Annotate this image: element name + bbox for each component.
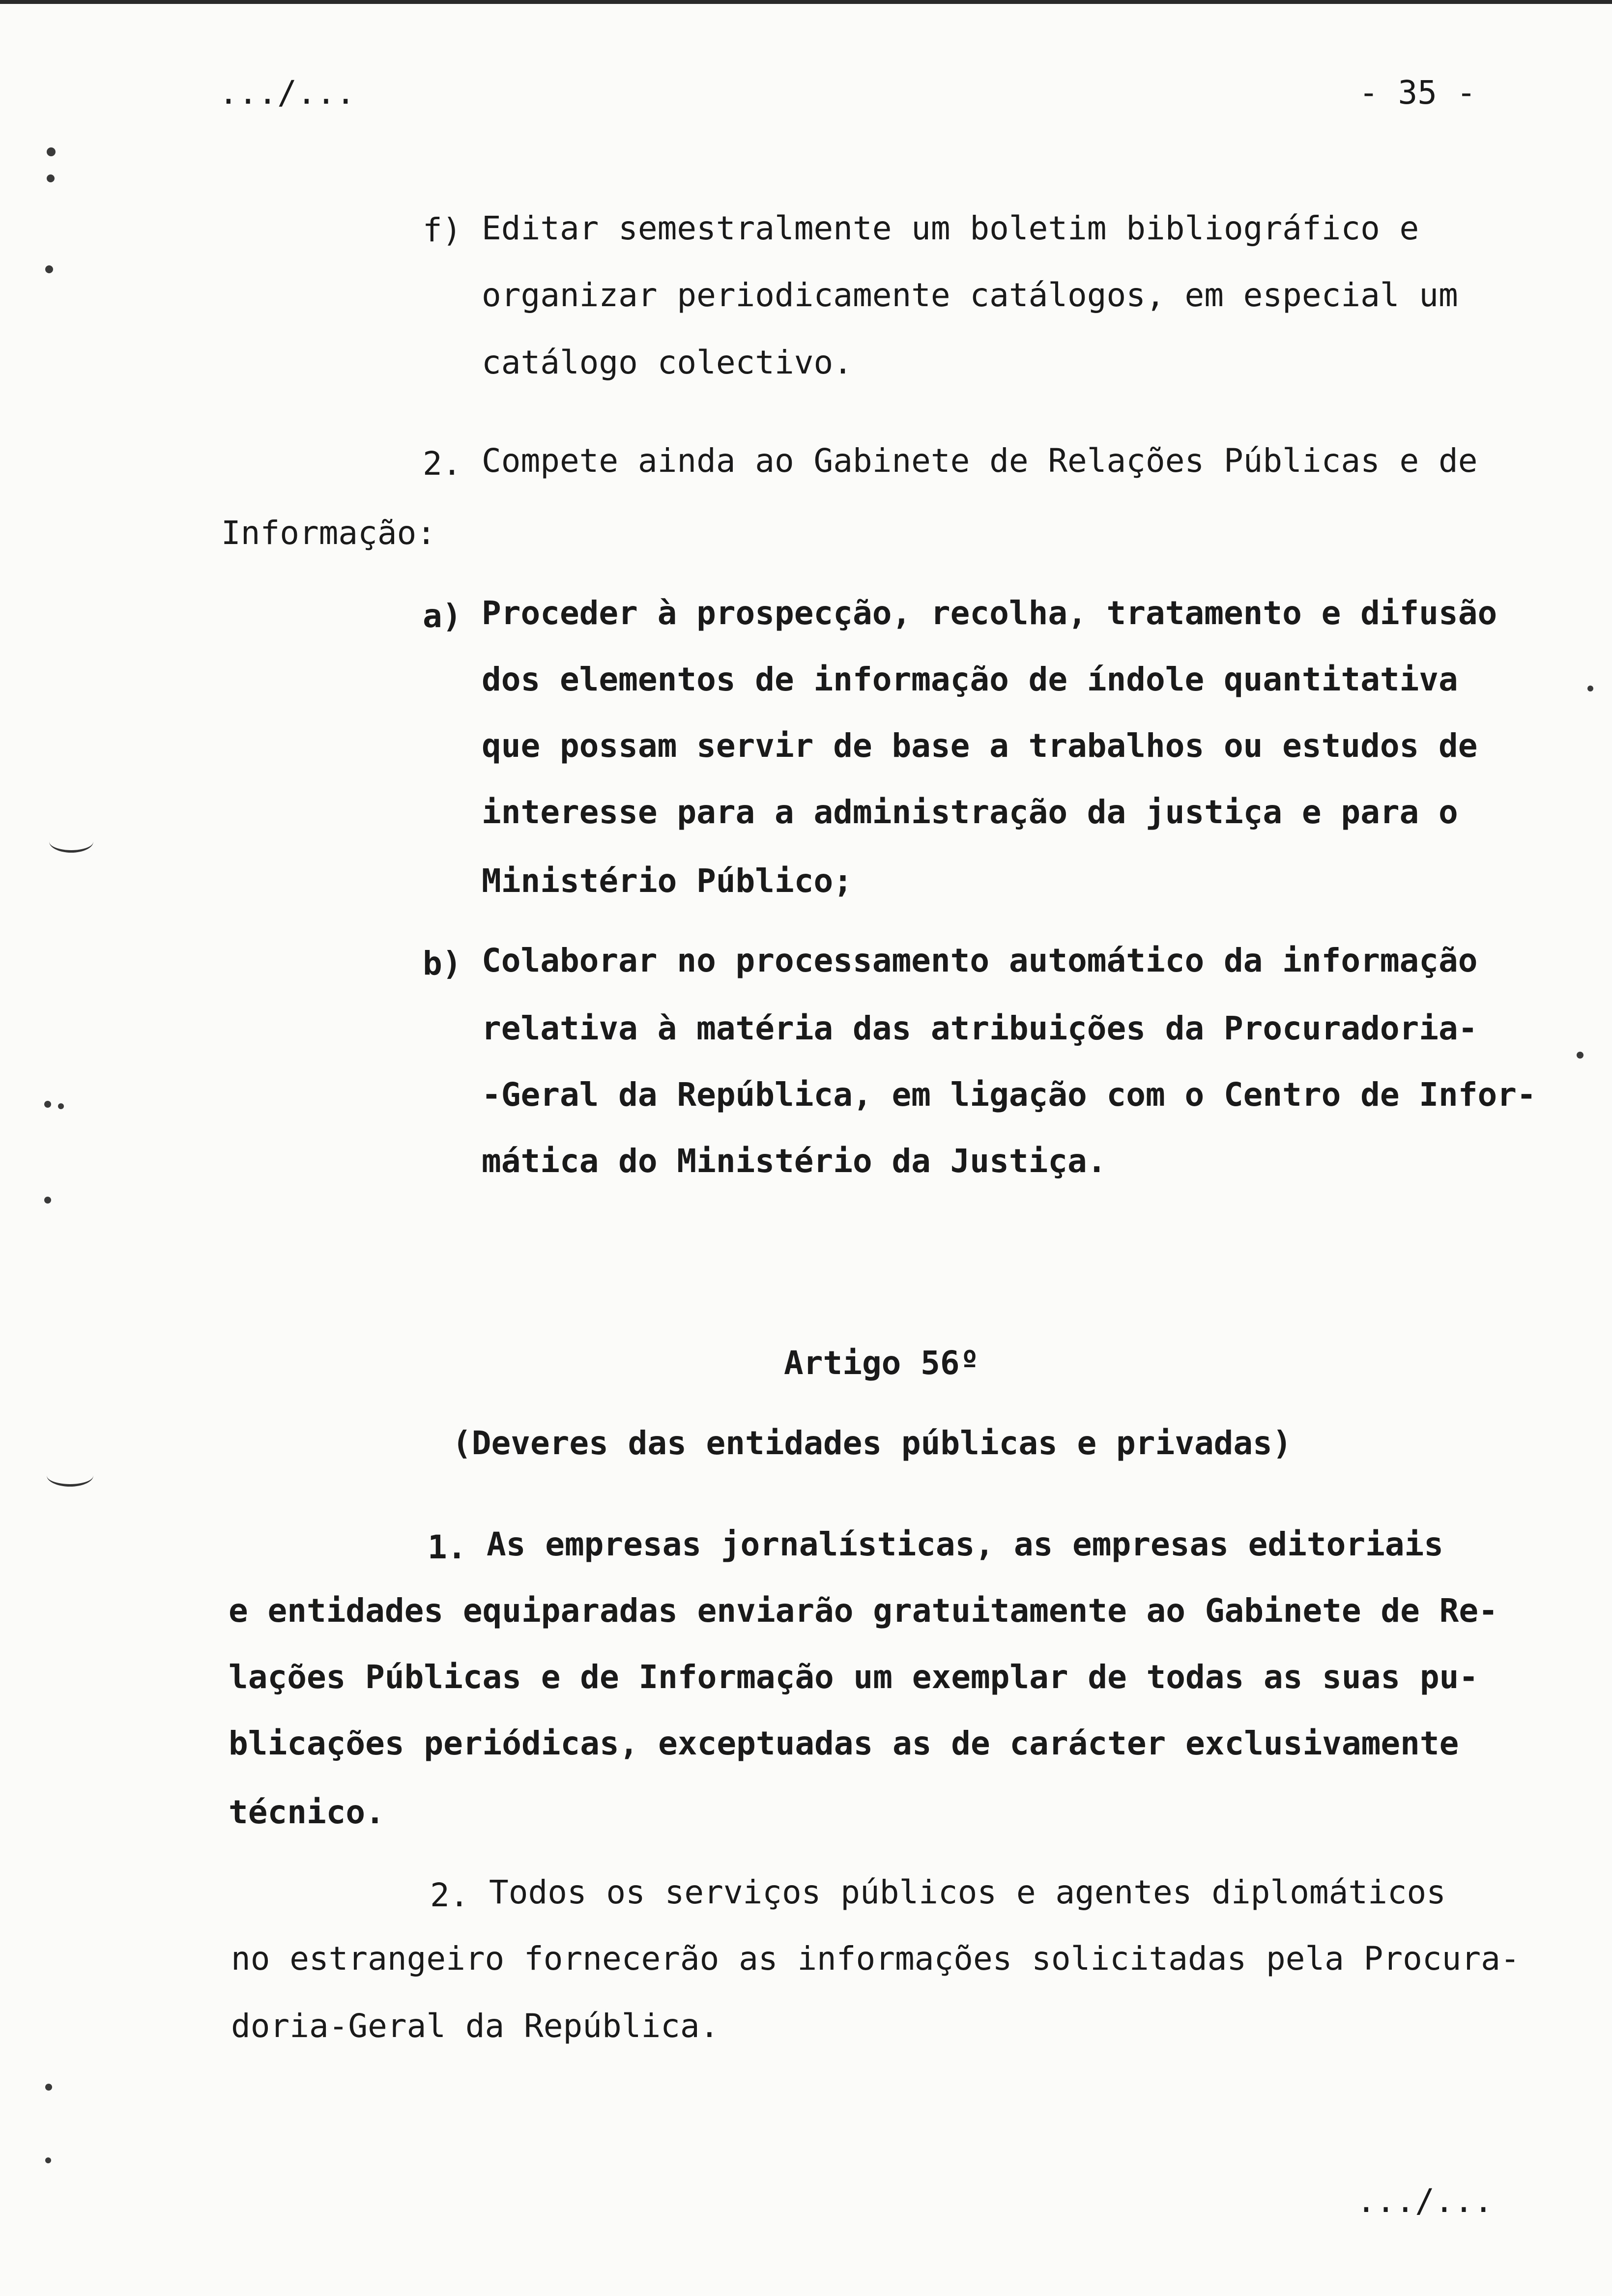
article-heading: Artigo 56º xyxy=(784,1344,979,1382)
paragraph-line: lações Públicas e de Informação um exemplar de todas as suas pu- xyxy=(229,1658,1479,1696)
paragraph-line: doria-Geral da República. xyxy=(231,2007,720,2045)
paragraph-line: e entidades equiparadas enviarão gratuitamente ao Gabinete de Re- xyxy=(229,1592,1498,1630)
list-b-line: Colaborar no processamento automático da informação xyxy=(482,942,1478,979)
list-label-f: f) xyxy=(423,211,462,249)
list-a-line: interesse para a administração da justiça e para o xyxy=(482,793,1458,831)
list-a-line: que possam servir de base a trabalhos ou estudos de xyxy=(482,727,1478,765)
scan-speck xyxy=(58,1103,64,1109)
article-subtitle: (Deveres das entidades públicas e privadas) xyxy=(452,1424,1292,1462)
list-f-line: catálogo colectivo. xyxy=(482,344,853,381)
list-a-line: Proceder à prospecção, recolha, tratamento e difusão xyxy=(482,594,1497,632)
scan-speck xyxy=(45,2084,52,2091)
list-f-line: organizar periodicamente catálogos, em especial um xyxy=(482,276,1458,314)
paragraph-line: blicações periódicas, exceptuadas as de carácter exclusivamente xyxy=(229,1724,1459,1762)
list-label-a: a) xyxy=(423,597,462,635)
scan-speck xyxy=(44,1197,51,1204)
paragraph-number: 2. xyxy=(430,1876,469,1914)
paragraph-number: 1. xyxy=(428,1528,467,1566)
list-b-line: mática do Ministério da Justiça. xyxy=(482,1142,1107,1180)
top-edge-rule xyxy=(0,0,1612,4)
scan-speck xyxy=(45,265,53,273)
paragraph-line: Informação: xyxy=(221,514,436,552)
scan-speck xyxy=(1587,686,1593,691)
page-number: - 35 - xyxy=(1359,74,1476,112)
scan-arc-mark xyxy=(47,1464,93,1487)
scan-speck xyxy=(45,2157,51,2163)
list-b-line: -Geral da República, em ligação com o Centro de Infor- xyxy=(482,1076,1536,1114)
paragraph-line: técnico. xyxy=(229,1793,385,1831)
list-f-line: Editar semestralmente um boletim bibliográfico e xyxy=(482,209,1419,247)
footer-continued-marker: .../... xyxy=(1356,2182,1494,2220)
paragraph-line: As empresas jornalísticas, as empresas editoriais xyxy=(487,1525,1444,1563)
scan-speck xyxy=(44,1101,51,1108)
scan-speck xyxy=(1577,1052,1583,1059)
list-a-line: dos elementos de informação de índole quantitativa xyxy=(482,660,1458,698)
list-label-b: b) xyxy=(423,945,462,982)
scan-speck xyxy=(47,174,55,182)
list-a-line: Ministério Público; xyxy=(482,862,853,900)
list-b-line: relativa à matéria das atribuições da Procuradoria- xyxy=(482,1009,1478,1047)
scan-arc-mark xyxy=(49,831,93,853)
paragraph-line: Compete ainda ao Gabinete de Relações Públicas e de xyxy=(482,442,1478,480)
paragraph-line: no estrangeiro fornecerão as informações solicitadas pela Procura- xyxy=(231,1940,1520,1978)
scan-speck xyxy=(47,147,56,156)
paragraph-line: Todos os serviços públicos e agentes diplomáticos xyxy=(489,1873,1446,1911)
paragraph-number: 2. xyxy=(423,445,462,483)
header-continued-marker: .../... xyxy=(219,74,356,112)
